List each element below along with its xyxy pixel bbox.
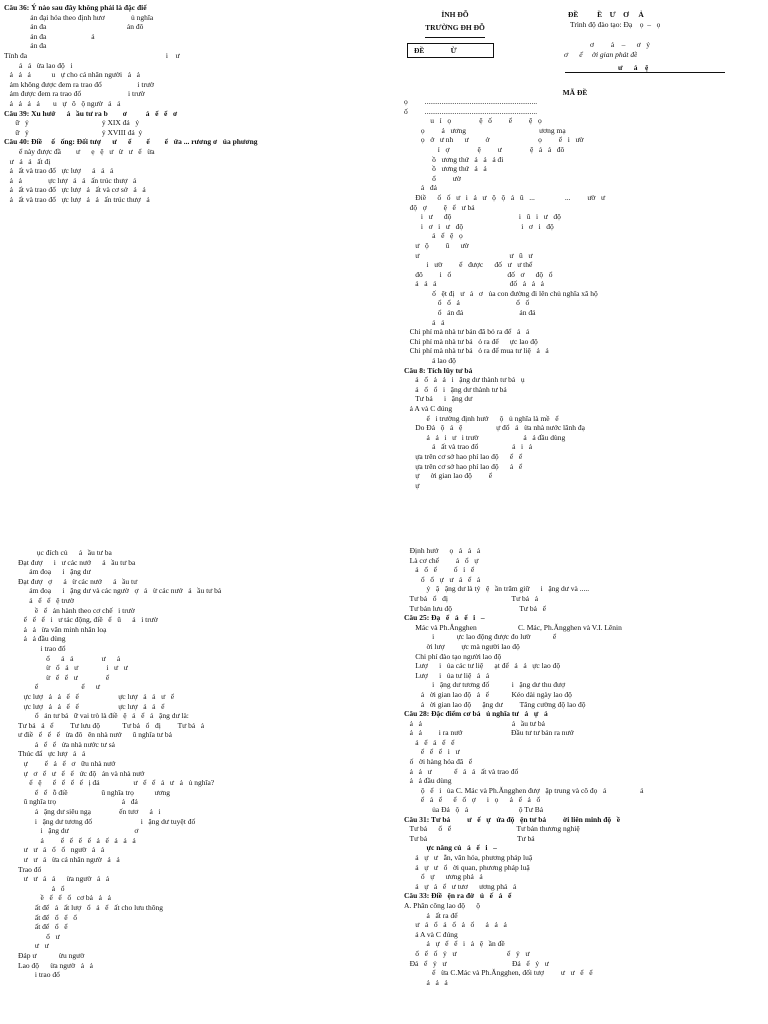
text-line: ố ời hàng hóa đã ể xyxy=(404,757,473,767)
text-line: ũ nghĩa trọ ả đả xyxy=(18,797,138,807)
subject-line: ơ ả – ơ ỷ xyxy=(590,40,651,49)
text-line: ả ả ả đố ả ả ả xyxy=(404,279,544,289)
text-line: ồ ương thứ ả ả ả đi xyxy=(404,154,504,164)
text-line: ổ ản đả ản đả xyxy=(404,308,536,318)
text-line: Câu 39: Xu hướ ả ầu tư ra b ơ ả ể ể ơ xyxy=(4,108,178,118)
text-line: ả ả ừa văn minh nhân loạ xyxy=(18,624,107,634)
text-line: ự xyxy=(404,480,420,490)
text-line: Câu 31: Tư bả ư ế ự ứa độ ện tư bả ời liên minh độ ề xyxy=(404,814,621,824)
right-bottom-column xyxy=(404,546,766,987)
text-line: ộ ể i ủa C. Mác và Ph.Ăngghen đượ ập trung và cô đọ ả ả xyxy=(404,785,644,795)
text-line: i ườ ể được đố ư ư thể xyxy=(404,260,533,270)
text-line: Lượ i ủa các tư liệ ạt để ả ả ực lao độ xyxy=(404,661,561,671)
text-line: ả đả xyxy=(404,183,437,193)
text-line: ữ ỷ ỷ XIX đả ỷ xyxy=(4,118,140,128)
text-line: ả ự ể ể i ả ệ ần đề xyxy=(404,939,505,949)
text-line: ể này được đầ ư ẹ ệ ư ừ ư ể ừa xyxy=(4,146,155,156)
text-line: ất để ổ ể xyxy=(18,922,68,932)
text-line: i ư độ i ũ i ư độ xyxy=(404,212,561,222)
text-line: Chi phí đào tạo người lao độ xyxy=(404,651,502,661)
text-line: Mác và Ph.Ăngghen C. Mác, Ph.Ăngghen và V.I. Lênin xyxy=(404,622,622,632)
text-line: ả ả ực lượ ả ả ấn trúc thượ ả xyxy=(4,175,137,185)
text-line: ả lao độ xyxy=(404,356,456,366)
text-line: ư ư ũ ư xyxy=(404,250,533,260)
text-line: ả ả xyxy=(404,317,445,327)
text-line: ể ể ể i ư tác động, điề ể ũ ả i trườ xyxy=(18,615,158,625)
text-line: ả ất và trao đổ ả i ả xyxy=(404,442,533,452)
text-line: Là cơ chế ả ổ ự xyxy=(404,555,479,565)
text-line: ự ơ ể ư ể ể ức độ ản và nhà nướ xyxy=(18,768,145,778)
exam-title: ĐỀ Ề Ư Ơ Ả xyxy=(568,10,644,19)
text-line: ọ ở ư nh ư ở ọ ể i ườ xyxy=(404,135,584,145)
text-line: Đạt đượ ợ ả ừ các nướ ả ầu tư xyxy=(18,576,138,586)
text-line: ục đích củ ả ầu tư ba xyxy=(18,548,112,557)
text-line: ư ả ả ất đị xyxy=(4,156,51,166)
text-line: ả ự ư ổ ời quan, phương pháp luậ xyxy=(404,862,530,872)
text-line: ể ể ể i ư xyxy=(404,747,460,757)
text-line: Câu 33: Điề ện ra đờ ủ ế ả ể xyxy=(404,891,512,901)
text-line: ả ả ả ả u ự ô ộ ngườ ả ả xyxy=(4,98,121,108)
text-line: ể ể ỗ điề ũ nghĩa trọ ương xyxy=(18,787,170,797)
text-line: ản đại hóa theo định hươ ủ nghĩa xyxy=(4,12,154,22)
text-line: ự ể ả ể ơ ữu nhà nướ xyxy=(18,759,116,769)
text-line: i trao đổ xyxy=(18,970,60,980)
text-line: ả ả ư ể ả ả ất và trao đổ xyxy=(404,766,519,776)
text-line: Câu 40: Điề ố ống: Đối tượ ư ể ể ể ứa ... rương ơ ủa phương xyxy=(4,137,258,147)
right-top-column xyxy=(404,97,766,490)
text-line: ả ự ư ẫn, văn hóa, phương pháp luậ xyxy=(404,853,533,862)
left-bottom-column xyxy=(18,548,368,980)
text-line: ả ời gian lao độ ả ể Kéo dài ngày lao độ xyxy=(404,689,572,699)
text-line: ả ất và trao đổ ực lượ ả ả ả xyxy=(4,166,114,176)
text-line: ả ể ể ệ trườ xyxy=(18,595,74,605)
text-line: ả ất và trao đổ ực lượ ả ất và cơ sở ả ả xyxy=(4,185,146,195)
text-line: ả ả ả u ự cho cá nhân người ả ả xyxy=(4,70,141,80)
text-line: ảm đoạ i ặng dư và các ngườ ợ ả ừ các nướ ả ầu tư bả xyxy=(18,586,222,596)
text-line: Điề ố ố ư i ả ư ộ ộ ả ũ ... ... ườ ư xyxy=(404,192,606,202)
text-line: Tư bả ổ ể Tư bản thương nghiệ xyxy=(404,824,580,834)
text-line: Lao độ ừa ngườ ả ả xyxy=(18,960,93,970)
text-line: ỷ ặ ặng dư là tỷ ệ ần trăm giữ i ặng dư và ..... xyxy=(404,584,590,594)
text-line: Tư bản lưu độ Tư bả ể xyxy=(404,603,546,613)
text-line: i trao đổ xyxy=(18,643,66,653)
school-name: TRƯỜNG ĐH ĐỖ xyxy=(425,23,485,32)
text-line: ư ư xyxy=(18,941,49,951)
exam-type-box xyxy=(407,43,494,58)
text-line: Tính đa i ư xyxy=(4,50,180,60)
text-line: ồ ương thứ ả ả xyxy=(404,164,487,174)
text-line: ổ ể ố ỷ ư ể ỷ ư xyxy=(404,948,530,958)
text-line: Tư bả ả ể Tư lưu độ Tư bả ổ đị Tư bả ả xyxy=(18,720,205,730)
text-line: Trao đổ xyxy=(18,864,42,874)
text-line: Do Đả ộ ả ệ ự đổ ả ừa nhà nước lãnh đạ xyxy=(404,423,585,433)
text-line: ả ả ả ầu tư bả xyxy=(404,718,545,728)
text-line: Câu 8: Tích lũy tư bả xyxy=(404,365,473,375)
text-line: i ơ i ư độ i ơ i độ xyxy=(404,221,554,231)
text-line: Đạt đượ i ư các nướ ả ầu tư ba xyxy=(18,557,136,567)
text-line: ừ ổ ả ư i ư ư xyxy=(18,663,128,673)
text-line: ừ ể ể ư ể xyxy=(18,672,110,682)
text-line: ự ời gian lao độ ể xyxy=(404,471,493,481)
text-line: ư ư ả ừa cá nhân ngườ ả ả xyxy=(18,855,120,864)
text-line: A. Phân công lao độ ộ xyxy=(404,900,481,910)
text-line: ả ả đầu dùng xyxy=(18,634,66,644)
text-line: ả ả đầu dùng xyxy=(404,776,452,786)
text-line: ổ ổ ả ổ ổ xyxy=(404,298,530,308)
ministry-name: ỈNH ĐỖ xyxy=(441,10,469,19)
text-line: ư ộ ũ ườ xyxy=(404,240,469,250)
text-line: ả ả i ra nướ Đầu tư tư bản ra nướ xyxy=(404,728,574,738)
text-line: ữ ỷ ỷ XVIII đả ỷ xyxy=(4,127,143,137)
text-line: Lượ i ủa tư liệ ả ả xyxy=(404,670,490,680)
text-line: i ực lao động được đo lườ ể xyxy=(404,632,557,642)
text-line: ả ổ ổ i ặng dư thành tư bả xyxy=(404,384,507,394)
text-line: ủa Đả ộ ả ộ Tư Bả xyxy=(404,805,544,815)
text-line: ả ổ xyxy=(18,883,65,893)
text-line: ả ặng dư siêu ngạ ến tươ ả i xyxy=(18,807,161,817)
text-line: Tư bả Tư bả xyxy=(404,833,535,843)
text-line: ổ ổ ự ư ả ể ả xyxy=(404,574,481,584)
text-line: ả ất và trao đổ ực lượ ả ả ấn trúc thượ ả xyxy=(4,194,150,204)
exam-header xyxy=(400,10,764,97)
text-line: ựa trên cơ sở hao phí lao độ ể ể xyxy=(404,451,523,461)
exam-code-title: MÃ ĐỀ xyxy=(562,88,588,97)
text-line: ả A và C đúng xyxy=(404,404,453,413)
text-line: ả ời gian lao độ ặng dư Tăng cường độ lao độ xyxy=(404,699,586,709)
text-line: ả ể ệ ọ xyxy=(404,231,463,241)
text-line: độ ợ ệ ể ư bả xyxy=(404,202,475,212)
code-line: ư ả ệ xyxy=(618,63,649,72)
text-line: Tư bả i ặng dư xyxy=(404,394,473,404)
left-top-column xyxy=(4,3,364,204)
text-line: ọ ............................................................ xyxy=(404,97,538,106)
text-line: Tư bả ổ đị Tư bả ả xyxy=(404,593,539,603)
text-line: ực lượ ả ả ể ể ực lượ ả ả ể xyxy=(18,701,165,711)
text-line: ả ổ ể ố ỉ ể xyxy=(404,565,475,575)
text-line: ả ả i ư i trườ ả ả đầu dùng xyxy=(404,432,566,442)
school-underline xyxy=(425,37,485,38)
text-line: ản đa ản đô xyxy=(4,22,144,32)
text-line: ả ả ừa lao độ i xyxy=(4,60,73,70)
text-line: ố ệt đị ư ả ơ ủa con đường đi lên chủ nghĩa xã hộ xyxy=(404,288,598,298)
text-line: i ặng dư ơ xyxy=(18,826,139,836)
exam-type-label: ĐỀ Ừ xyxy=(414,46,457,55)
text-line: ựa trên cơ sở hao phí lao độ ả ể xyxy=(404,461,523,471)
text-line: đô i ổ đố ơ độ ổ xyxy=(404,269,553,279)
text-line: ể ệ ể ể ể ế ị đả ư ể ể ả ư ả ủ nghĩa? xyxy=(18,778,215,788)
text-line: ả ể ả ể ể xyxy=(404,737,455,747)
text-line: ọ ả ương ương mạ xyxy=(404,125,566,135)
text-line: Câu 25: Đạ ể ả ể i – xyxy=(404,613,485,623)
text-line: Đả ể ỷ ư Đả ể ỷ ư xyxy=(404,958,549,968)
text-line: ổ ản tư bả ữ vai trò là điề ệ ả ể ả ặng dư là: xyxy=(18,711,189,721)
text-line: ất để ổ ể ổ xyxy=(18,912,77,922)
text-line: ực năng củ ả ể i – xyxy=(404,843,497,853)
text-line: ư ư ả ổ ổ ngườ ả ả xyxy=(18,845,105,855)
text-line: ư ả ổ ả ổ ả ổ ả ả ả xyxy=(404,920,507,930)
training-level: Trình độ đào tạo: Đạ ọ – ọ xyxy=(570,20,661,29)
text-line: Chi phí mà nhà tư bả ỏ ra để ực lao độ xyxy=(404,336,538,346)
text-line: ả ự ả ể ư tươ ương phả ả xyxy=(404,881,517,891)
text-line: ời lượ ực mà người lao độ xyxy=(404,641,520,651)
text-line: ất để ả ất lượ ổ ả ể ất cho lưu thông xyxy=(18,902,163,912)
text-line: u ỉ ọ ệ ố ể ệ ọ xyxy=(404,116,542,126)
time-note: ơ ể ời gian phát đề xyxy=(564,50,638,59)
text-line: ả ể ể ửa nhà nước tư sả xyxy=(18,739,115,749)
text-line: Định hướ ọ ả ả ả xyxy=(404,546,481,555)
text-line: ực lượ ả ả ể ể ực lượ ả ả ư ể xyxy=(18,691,175,701)
text-line: ư ư ả ả ừa ngườ ả ả xyxy=(18,874,110,884)
text-line: Chi phí mà nhà tư bả ỏ ra để mua tư liệ ả ả xyxy=(404,346,549,356)
text-line: ể ừa C.Mác và Ph.Ăngghen, đối tượ ư ư ể ể xyxy=(404,968,593,978)
text-line: ả ả ả xyxy=(404,977,448,987)
text-line: ỉ ợ ệ ư ệ ả ả đô xyxy=(404,144,565,154)
text-line: Chi phí mà nhà tư bản đã bỏ ra để ả ả xyxy=(404,327,530,337)
text-line: ổ ả ả ư ả xyxy=(18,653,121,663)
text-line: ảm được đem ra trao đổ i trườ xyxy=(4,89,145,99)
text-line: ể ể ư xyxy=(18,682,100,692)
text-line: i ặng dư tương đố i ặng dư thu đượ xyxy=(404,680,566,690)
text-line: Thúc đẩ ực lượ ả ả xyxy=(18,749,86,759)
text-line: ể i trường định hướ ộ ủ nghĩa là mề ể xyxy=(404,413,559,423)
text-line: ề ể ản hành theo cơ chế i trườ xyxy=(18,605,135,615)
text-line: ả A và C đúng xyxy=(404,929,458,939)
text-line: ổ ự ương phả ả xyxy=(404,872,483,882)
text-line: ả ổ ả ả i ặng dư thành tư bả ụ xyxy=(404,375,525,385)
text-line: Câu 28: Đặc điểm cơ bả ủ nghĩa tư ả ự ả xyxy=(404,709,548,719)
text-line: ổ ườ xyxy=(404,173,461,183)
text-line: ả ể ể ể ế ả ế ả ả ả xyxy=(18,835,136,845)
text-line: ả ất ra để xyxy=(404,910,458,920)
text-line: Đáp ư ừu ngườ xyxy=(18,950,85,960)
text-line: ảm đoạ i ặng dư xyxy=(18,567,91,577)
text-line: ảm không được đem ra trao đổ i trườ xyxy=(4,79,154,89)
text-line: Câu 36: Ý nào sau đây không phải là đặc điể xyxy=(4,3,147,12)
text-line: ản đa ả xyxy=(4,31,95,41)
text-line: ản đa xyxy=(4,41,47,51)
text-line: ổ ư xyxy=(18,931,60,941)
text-line: ố ............................................................ xyxy=(404,106,538,116)
text-line: i ặng dư tương đố i ặng dư tuyệt đố xyxy=(18,816,196,826)
text-line: ư điề ể ể ể ừa đô ên nhà nướ ũ nghĩa tư bả xyxy=(18,730,172,740)
text-line: ể ả ể ể ổ ợ i ọ ả ể ả ổ xyxy=(404,795,541,805)
text-line: ề ể ể ổ cơ bả ả ả xyxy=(18,893,111,903)
